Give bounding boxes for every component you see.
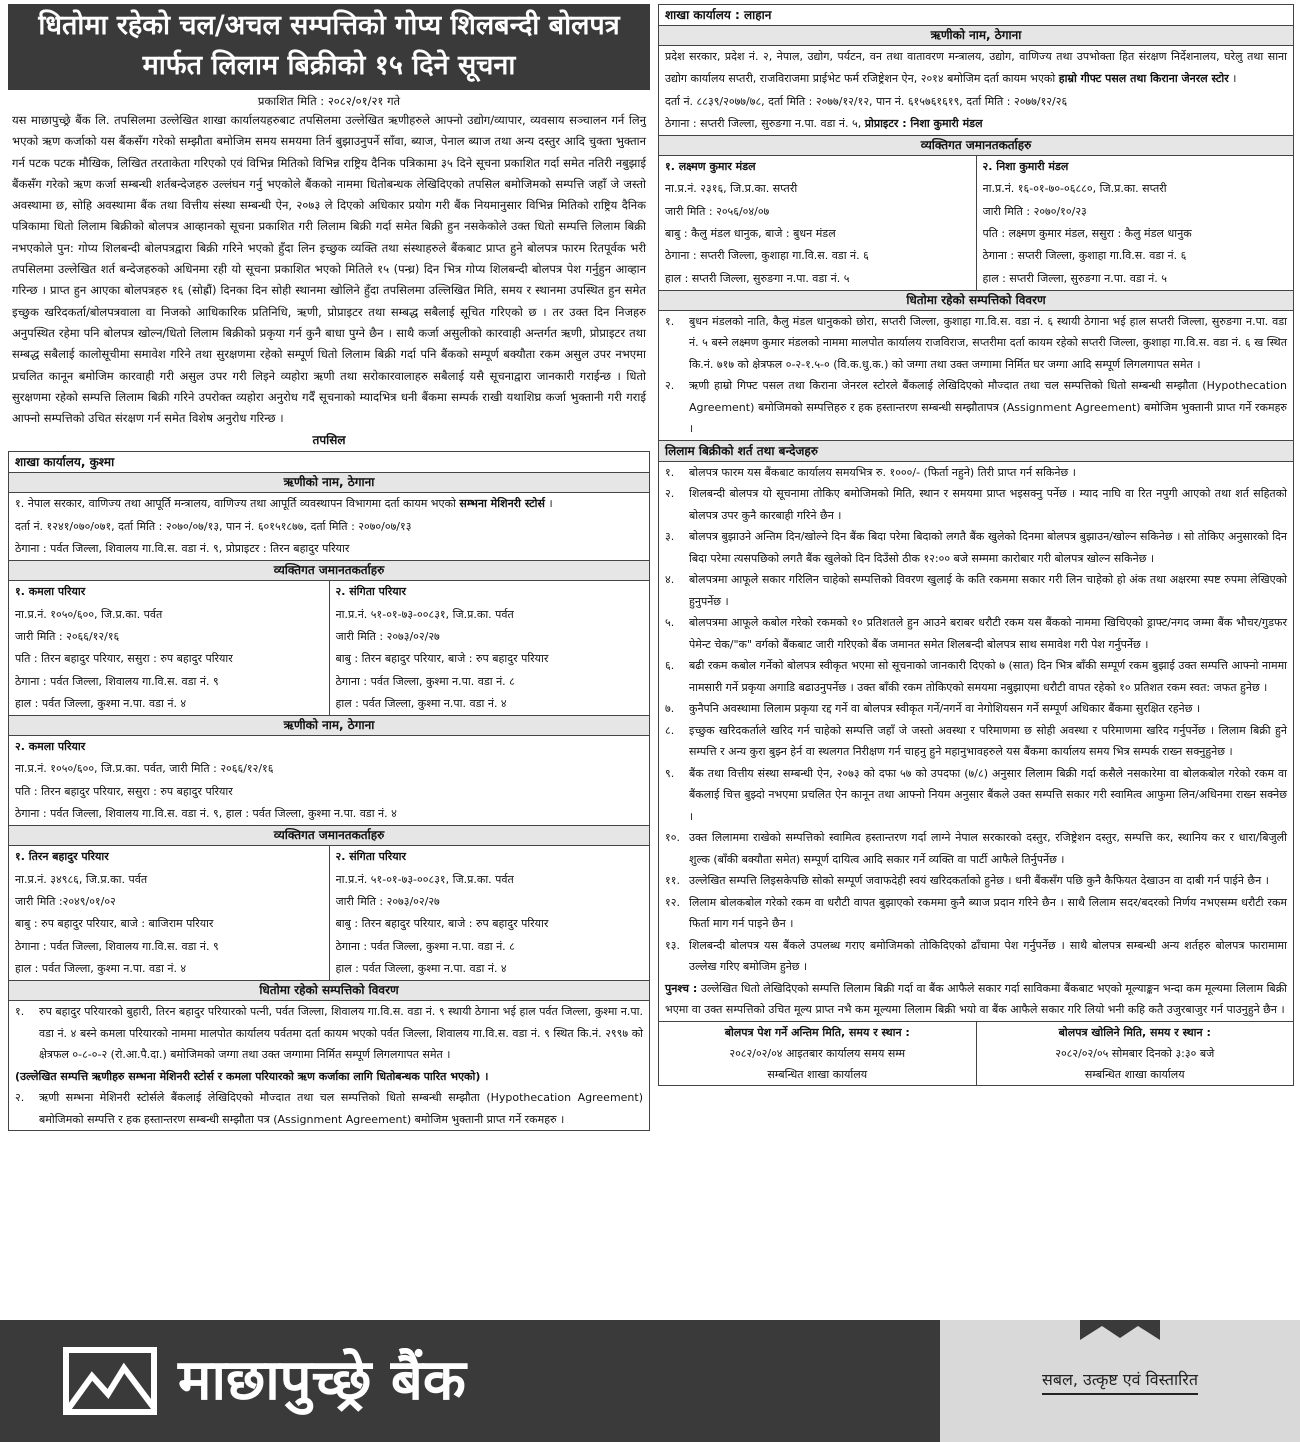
kushma-property-list: १. रुप बहादुर परियारको बुहारी, तिरन बहादुर परियारको पत्नी, पर्वत जिल्ला, शिवालय गा.वि.स. वडा नं. ९ स्थायी ठेगाना भई हाल पर्वत जिल्ला, कुश्मा न.पा. वडा नं. ४ बस्ने कमला परियारको नाममा मालपोत कार्यालय पर्वतमा दर्ता कायम भएको पर्वत जिल्ला, शिवालय गा.वि.स. वडा नं. ९ स्थित कि.नं. २९९७ को क्षेत्रफल ०-८-०-२ (रो.आ.पै.दा.) बमोजिमको जग्गा तथा उक्त जग्गामा निर्मित सम्पूर्ण लिगलगापत समेत । (उल्लेखित सम्पत्ति ऋणीहरु सम्भना मेशिनरी स्टोर्स र कमला परियारको ऋण कर्जाका लागि धितोबन्धक पारित भएको) । २. ऋणी सम्भना मेशिनरी स्टोर्सले बैंकलाई लेखिदिएको मौज्दात तथा चल सम्पत्तिको धितो सम्बन्धी सम्झौता (Hypothecation Agreement) बमोजिमको सम्पत्ति र हक हस्तान्तरण सम्बन्धी सम्झौता पत्र (Assignment Agreement) बमोजिम भुक्तानी प्राप्त गर्ने रकमहरु ।: [15, 1005, 643, 1126]
lahan-guarantors: [659, 156, 1293, 290]
bank-name: माछापुच्छ्रे बैंक: [178, 1348, 466, 1413]
condition-item: ९. बैंक तथा वित्तीय संस्था सम्बन्धी ऐन, २०७३ को दफा ५७ को उपदफा (७/८) अनुसार लिलाम बिक्री गर्दा कसैले नसकारेमा वा बोलकबोल गरेको रकम वा बैंकलाई चित्त बुझ्दो नभएमा प्रचलित ऐन कानून तथा आफ्नो नियम अनुसार बैंकले उक्त सम्पत्ति सकार गरी स्वामित्व आफुमा लिन/अधिनमा राख्न सक्नेछ ।: [665, 766, 1287, 823]
kushma-guarantor-heading: व्यक्तिगत जमानतकर्ताहरु: [9, 560, 649, 581]
condition-item: ३. बोलपत्र बुझाउने अन्तिम दिन/खोल्ने दिन बैंक बिदा परेमा बिदाको लगतै बैंक खुलेको दिनमा बोलपत्र बुझाउन/खोल्न सकिनेछ । सो तोकिए अनुसारको दिन बिदा परेमा त्यसपछिको लगतै बैंक खुलेको दिन दिउँसो ठीक १२:०० बजे सम्ममा कारोबार गरी बोलपत्र खोल्न सकिनेछ ।: [665, 530, 1287, 565]
condition-item: ७. कुनैपनि अवस्थामा लिलाम प्रकृया रद्द गर्ने वा बोलपत्र स्वीकृत गर्ने/नगर्ने वा नेगोशियसन गर्ने सम्पूर्ण अधिकार बैंकमा सुरक्षित रहनेछ ।: [665, 702, 1201, 716]
bank-footer: [0, 1320, 1300, 1442]
condition-item: १३. शिलबन्दी बोलपत्र यस बैंकले उपलब्ध गराए बमोजिमको तोकिदिएको ढाँचामा पेश गर्नुपर्नेछ । साथै बोलपत्र सम्बन्धी अन्य शर्तहरु बोलपत्र फारामामा उल्लेख गरिए बमोजिम हुनेछ ।: [665, 938, 1287, 974]
condition-item: ८. इच्छुक खरिदकर्ताले खरिद गर्न चाहेको सम्पत्ति जहाँ जे जस्तो अवस्था र परिमाणमा छ सोही अवस्था र परिमाणमा खरिद गर्नुपर्नेछ । लिलाम बिक्री हुने सम्पत्ति र अन्य कुरा बुझ्न हेर्न वा स्थलगत निरीक्षण गर्न चाहनु हुने महानुभावहरुले यस बैंकमा कार्यालय समय भित्र सम्पर्क राख्न सक्नुहुनेछ ।: [665, 723, 1287, 759]
kushma-guarantor-4: २. संगिता परियार ना.प्र.नं. ५१-०१-७३-००८३१, जि.प्र.का. पर्वत जारी मिति : २०७३/०२/२७ बाबु : तिरन बहादुर परियार, बाजे : रुप बहादुर परियार ठेगाना : पर्वत जिल्ला, कुश्मा न.पा. वडा नं. ८ हाल : पर्वत जिल्ला, कुश्मा न.पा. वडा नं. ४: [335, 850, 549, 975]
mountain-peak-icon: [1080, 1320, 1160, 1342]
condition-item: ५. बोलपत्रमा आफूले कबोल गरेको रकमको १० प्रतिशतले हुन आउने बराबर धरौटी रकम यस बैंकको नाममा खिचिएको ड्राफ्ट/नगद जम्मा बैंक भौचर/गुडफर पेमेन्ट चेक/"क" वर्गको बैंकबाट जारी गरिएको बैंक जमानत समेत शिलबन्दी बोलपत्र साथ समावेश गरी पेश गर्नुपर्नेछ ।: [665, 616, 1287, 651]
left-column: [8, 4, 650, 1131]
kushma-borrower-2: २. कमला परियार ना.प्र.नं. १०५०/६००, जि.प्र.का. पर्वत, जारी मिति : २०६६/१२/१६ पति : तिरन बहादुर परियार, ससुरा : रुप बहादुर परियार ठेगाना : पर्वत जिल्ला, शिवालय गा.वि.स. वडा नं. ९, हाल : पर्वत जिल्ला, कुश्मा न.पा. वडा नं. ४: [15, 740, 397, 821]
right-column: [658, 4, 1294, 1086]
lahan-borrower: प्रदेश सरकार, प्रदेश नं. २, नेपाल, उद्योग, पर्यटन, वन तथा वातावरण मन्त्रालय, उद्योग, वाणिज्य तथा उपभोक्ता हित संरक्षण निर्देशनालय, घरेलु तथा साना उद्योग कार्यालय सप्तरी, राजविराजमा प्राईभेट फर्म रजिष्ट्रेशन ऐन, २०१४ बमोजिम दर्ता कायम भएको हाम्रो गीफ्ट पसल तथा किराना जेनरल स्टोर । दर्ता नं. ८८३९/२०७७/७८, दर्ता मिति : २०७७/१२/१२, पान नं. ६१५७६१६१९, दर्ता मिति : २०७७/१२/२६ ठेगाना : सप्तरी जिल्ला, सुरुङगा न.पा. वडा नं. ५, प्रोप्राइटर : निशा कुमारी मंडल: [665, 50, 1287, 130]
kushma-property-note: (उल्लेखित सम्पत्ति ऋणीहरु सम्भना मेशिनरी स्टोर्स र कमला परियारको ऋण कर्जाका लागि धितोबन्धक पारित भएको) ।: [15, 1069, 489, 1083]
condition-item: १. बोलपत्र फारम यस बैंकबाट कार्यालय समयभित्र रु. १०००/- (फिर्ता नहुने) तिरी प्राप्त गर्न सकिनेछ ।: [665, 465, 1076, 479]
condition-item: ६. बढी रकम कबोल गर्नेको बोलपत्र स्वीकृत भएमा सो सूचनाको जानकारी दिएको ७ (सात) दिन भित्र बाँकी सम्पूर्ण रकम बुझाई उक्त सम्पत्ति आफ्नो नाममा नामसारी गर्ने प्रकृया अगाडि बढाउनुपर्नेछ । उक्त बाँकी रकम तोकिएको समयमा नबुझाएमा धरौटी वापत रहेको १० प्रतिशत रकम स्वत: जफत हुनेछ ।: [665, 659, 1287, 694]
published-date: प्रकाशित मिति : २०८२/०१/२१ गते: [257, 94, 401, 108]
conditions-list: [659, 462, 1293, 978]
lahan-property-heading: धितोमा रहेको सम्पत्तिको विवरण: [659, 290, 1293, 311]
bank-tagline: सबल, उत्कृष्ट एवं विस्तारित: [940, 1368, 1300, 1390]
lahan-property-list: १. बुधन मंडलको नाति, कैलु मंडल धानुकको छोरा, सप्तरी जिल्ला, कुशाहा गा.वि.स. वडा नं. ६ स्थायी ठेगाना भई हाल सप्तरी जिल्ला, सुरुङगा न.पा. वडा नं. ५ बस्ने लक्ष्मण कुमार मंडलको नाममा मालपोत कार्यालय राजविराज, सप्तरीमा दर्ता कायम रहेको सप्तरी जिल्ला, कुशाहा गा.वि.स. वडा नं. ६ ख स्थित कि.नं. ७१७ को क्षेत्रफल ०-२-१.५-० (वि.क.धु.क.) को जग्गा तथा उक्त जग्गामा निर्मित घर जग्गा आदि सम्पूर्ण लिगलगापत समेत । २. ऋणी हाम्रो गिफ्ट पसल तथा किराना जेनरल स्टोरले बैंकलाई लेखिदिएको मौज्दात तथा चल सम्पत्तिको धितो सम्बन्धी सम्झौता (Hypothecation Agreement) बमोजिमको सम्पत्तिहरु र हक हस्तान्तरण सम्बन्धी सम्झौतापत्र (Assignment Agreement) बमोजिम भुक्तानी प्राप्त गर्ने रकमहरु ।: [665, 314, 1287, 436]
condition-item: १२. लिलाम बोलकबोल गरेको रकम वा धरौटी वापत बुझाएको रकममा कुनै ब्याज प्रदान गरिने छैन । साथै लिलाम सदर/बदरको निर्णय नभएसम्म धरौटी रकम फिर्ता माग गर्न पाइने छैन ।: [665, 895, 1287, 931]
bid-dates: [659, 1021, 1293, 1085]
kushma-branch-box: [8, 451, 650, 1131]
conditions-heading: लिलाम बिक्रीको शर्त तथा बन्देजहरु: [659, 440, 1293, 462]
kushma-guarantors-2: [9, 846, 649, 980]
conditions-postscript: पुनश्च : उल्लेखित धितो लेखिदिएको सम्पत्ति लिलाम बिक्री गर्दा वा बैंक आफैले सकार गर्दा साविकमा बैंकबाट भएको मूल्याङ्कन भन्दा कम मूल्यमा लिलाम बिक्री भएमा वा उक्त सम्पत्तिको उचित मूल्य प्राप्त नभै कम मूल्यमा लिलाम बिक्री भयो वा बैंक आफैले सकार गरि लियो भनी कहि कतै उजुरबाजुर गर्न पाउनुहुने छैन ।: [665, 981, 1287, 1017]
lahan-branch-box: [658, 4, 1294, 1086]
condition-item: १०. उक्त लिलाममा राखेको सम्पत्तिको स्वामित्व हस्तान्तरण गर्दा लाग्ने नेपाल सरकारको दस्तुर, रजिष्ट्रेशन दस्तुर, सम्पत्ति कर, स्थानिय कर र धारा/बिजुली शुल्क (बाँकी बक्यौता समेत) सम्पूर्ण दायित्व आदि सकार गर्ने व्यक्ति वा पार्टी आफैले तिर्नुपर्नेछ ।: [665, 831, 1287, 866]
intro-paragraph: यस माछापुच्छ्रे बैंक लि. तपसिलमा उल्लेखित शाखा कार्यालयहरुबाट तपसिलमा उल्लेखित ऋणीहरुले आफ्नो उद्योग/व्यापार, व्यवसाय सञ्चालन गर्न लिनु भएको ऋण कर्जाको यस बैंकसँग गरेको सम्झौता बमोजिम समय समयमा तिर्न बुझाउनुपर्ने साँवा, ब्याज, पेनाल ब्याज तथा अन्य दस्तुर आदि चुक्ता भुक्तान गर्न पटक पटक मौखिक, लिखित तरताकेता गरिएको एवं विभिन्न मितिको विभिन्न राष्ट्रिय दैनिक पत्रिकामा ३५ दिने सूचना प्रकाशित गर्दा समेत नतिरी नबुझाई बैंकसँग गरेको ऋण कर्जा सम्बन्धी शर्तबन्देजहरु उल्लंघन गर्नु भएकोले बैंकको नाममा धितोबन्धक लेखिदिएको तपसिल बमोजिमको सम्पत्ति जहाँ जे जस्तो अवस्थामा छ, सोहि अवस्थामा बैंक तथा वित्तीय संस्था सम्बन्धी ऐन, २०७३ ले दिएको अधिकार प्रयोग गरी बैंक नियमानुसार विभिन्न मितिको राष्ट्रिय दैनिक पत्रिकामा धितो लिलाम बिक्रीको बोलपत्र आव्हानको सूचना प्रकाशित गरी लिलाम बिक्री गर्दा समेत बिक्री हुन नसकेकोले उक्त धितो सम्पत्ति लिलाम बिक्री नभएकोले पुन: गोप्य शिलबन्दी बोलपत्रद्वारा बिक्री गरिने भएको हुँदा लिन इच्छुक व्यक्ति तथा संस्थाहरुले बैंकबाट प्राप्त हुने बोलपत्र फारम रितपूर्वक भरी तपसिलमा उल्लेखित शर्त बन्देजहरुको अधिनमा रही यो सूचना प्रकाशित भएको मितिले १५ (पन्ध्र) दिन भित्र गोप्य शिलबन्दी बोलपत्र पेश गर्नुहुन आव्हान गरिन्छ । प्राप्त हुन आएका बोलपत्रहरु १६ (सोह्रौं) दिनका दिन सोही स्थानमा खोलिने हुँदा तपसिलमा उल्लिखित मिति, समय र स्थानमा उपस्थित हुन समेत इच्छुक खरिदकर्ता/बोलपत्रवाला वा निजको आधिकारिक प्रतिनिधि, ऋणी, प्रोप्राइटर तथा सम्बद्ध सबैलाई सूचित गरिएको छ । तर उक्त दिन निजहरु अनुपस्थित रहेमा पनि बोलपत्र खोल्न/धितो लिलाम बिक्रीको प्रकृया गर्न कुनै बाधा पुग्ने छैन । साथै कर्जा असुलीको कारवाही अन्तर्गत ऋणी, प्रोप्राइटर तथा सम्बद्ध सबैलाई कालोसूचीमा समावेश गरिने तथा सुरक्षणमा रहेको सम्पूर्ण धितो लिलाम बिक्री गर्दा पनि बैंकको सम्पूर्ण बक्यौता रकम असुल उपर नभएमा प्रचलित कानून बमोजिम कारवाही गरी असुल उपर गरी लिइने व्यहोरा ऋणी तथा सरोकारवालाहरु सबैलाई यसै सूचनाद्वारा जानकारी गराईन्छ । धितो सुरक्षणमा रहेको सम्पत्ति लिलाम बिक्री गरिने उपरोक्त व्यहोरा अनुरोध गर्दैं सूचनाको म्यादभित्र धनी बैंकमा सम्पर्क राखी यथाशिघ्र कर्जा भुक्तानी गरी गराई आफ्नो सम्पत्तिको उचित संरक्षण गर्न समेत विशेष अनुरोध गरिन्छ ।: [12, 113, 646, 426]
kushma-property-heading: धितोमा रहेको सम्पत्तिको विवरण: [9, 980, 649, 1001]
notice-title: धितोमा रहेको चल/अचल सम्पत्तिको गोप्य शिलबन्दी बोलपत्र मार्फत लिलाम बिक्रीको १५ दिने सूचना: [8, 4, 650, 90]
lahan-guarantor-2: २. निशा कुमारी मंडल ना.प्र.नं. १६-०१-७०-०६८८०, जि.प्र.का. सप्तरी जारी मिति : २०७०/१०/२३ पति : लक्ष्मण कुमार मंडल, ससुरा : कैलु मंडल धानुक ठेगाना : सप्तरी जिल्ला, कुशाहा गा.वि.स. वडा नं. ६ हाल : सप्तरी जिल्ला, सुरुङगा न.पा. वडा नं. ५: [982, 160, 1192, 285]
bid-deadline: बोलपत्र पेश गर्ने अन्तिम मिति, समय र स्थान : २०८२/०२/०४ आइतबार कार्यालय समय सम्म सम्बन्धित शाखा कार्यालय: [659, 1022, 977, 1085]
kushma-borrower-heading: ऋणीको नाम, ठेगाना: [9, 473, 649, 493]
kushma-guarantor-1: १. कमला परियार ना.प्र.नं. १०५०/६००, जि.प्र.का. पर्वत जारी मिति : २०६६/१२/१६ पति : तिरन बहादुर परियार, ससुरा : रुप बहादुर परियार ठेगाना : पर्वत जिल्ला, शिवालय गा.वि.स. वडा नं. ९ हाल : पर्वत जिल्ला, कुश्मा न.पा. वडा नं. ४: [9, 581, 330, 715]
kushma-guarantor-2: २. संगिता परियार ना.प्र.नं. ५१-०१-७३-००८३१, जि.प्र.का. पर्वत जारी मिति : २०७३/०२/२७ बाबु : तिरन बहादुर परियार, बाजे : रुप बहादुर परियार ठेगाना : पर्वत जिल्ला, कुश्मा न.पा. वडा नं. ८ हाल : पर्वत जिल्ला, कुश्मा न.पा. वडा नं. ४: [335, 585, 549, 710]
kushma-borrower-1: १. नेपाल सरकार, वाणिज्य तथा आपूर्ति मन्त्रालय, वाणिज्य तथा आपूर्ति व्यवस्थापन विभागमा दर्ता कायम भएको सम्भना मेशिनरी स्टोर्स । दर्ता नं. १२४१/०७०/०७१, दर्ता मिति : २०७०/०७/१३, पान नं. ६०१५१८७७, दर्ता मिति : २०७०/०७/१३ ठेगाना : पर्वत जिल्ला, शिवालय गा.वि.स. वडा नं. ९, प्रोप्राइटर : तिरन बहादुर परियार: [15, 497, 553, 556]
kushma-branch-name: शाखा कार्यालय, कुश्मा: [9, 452, 649, 473]
kushma-guarantor-2-heading: व्यक्तिगत जमानतकर्ताहरु: [9, 825, 649, 846]
kushma-guarantors: [9, 581, 649, 715]
mountain-logo-icon: [62, 1346, 158, 1416]
tapasil-heading: तपसिल: [312, 433, 346, 448]
bid-opening: बोलपत्र खोलिने मिति, समय र स्थान : २०८२/०२/०५ सोमबार दिनको ३:३० बजे सम्बन्धित शाखा कार्यालय: [1055, 1025, 1215, 1081]
condition-item: ४. बोलपत्रमा आफूले सकार गरिलिन चाहेको सम्पत्तिको विवरण खुलाई के कति रकममा सकार गरी लिन चाहेको हो अंक तथा अक्षरमा स्पष्ट रुपमा लेखिएको हुनुपर्नेछ ।: [665, 573, 1287, 608]
kushma-guarantor-3: १. तिरन बहादुर परियार ना.प्र.नं. ३४९८६, जि.प्र.का. पर्वत जारी मिति :२०४९/०१/०२ बाबु : रुप बहादुर परियार, बाजे : बाजिराम परियार ठेगाना : पर्वत जिल्ला, शिवालय गा.वि.स. वडा नं. ९ हाल : पर्वत जिल्ला, कुश्मा न.पा. वडा नं. ४: [9, 846, 330, 980]
lahan-guarantor-heading: व्यक्तिगत जमानतकर्ताहरु: [659, 135, 1293, 156]
lahan-borrower-heading: ऋणीको नाम, ठेगाना: [659, 26, 1293, 46]
tagline-panel: [940, 1320, 1300, 1442]
condition-item: ११. उल्लेखित सम्पत्ति लिइसकेपछि सोको सम्पूर्ण जवाफदेही स्वयं खरिदकर्ताको हुनेछ । धनी बैंकसँग पछि कुनै कैफियत देखाउन वा दाबी गर्न पाईने छैन ।: [665, 874, 1269, 888]
lahan-guarantor-1: १. लक्ष्मण कुमार मंडल ना.प्र.नं. २३१६, जि.प्र.का. सप्तरी जारी मिति : २०५६/०४/०७ बाबु : कैलु मंडल धानुक, बाजे : बुधन मंडल ठेगाना : सप्तरी जिल्ला, कुशाहा गा.वि.स. वडा नं. ६ हाल : सप्तरी जिल्ला, सुरुङगा न.पा. वडा नं. ५: [659, 156, 977, 290]
kushma-borrower-2-heading: ऋणीको नाम, ठेगाना: [9, 715, 649, 736]
lahan-branch-name: शाखा कार्यालय : लाहान: [659, 5, 1293, 26]
condition-item: २. शिलबन्दी बोलपत्र यो सूचनामा तोकिए बमोजिमको मिति, स्थान र समयमा प्राप्त भइसक्नु पर्नेछ । म्याद नाघि वा रित नपुगी आएको तथा शर्त सहितको बोलपत्र उपर कुनै कारबाही गरिने छैन ।: [665, 487, 1287, 522]
